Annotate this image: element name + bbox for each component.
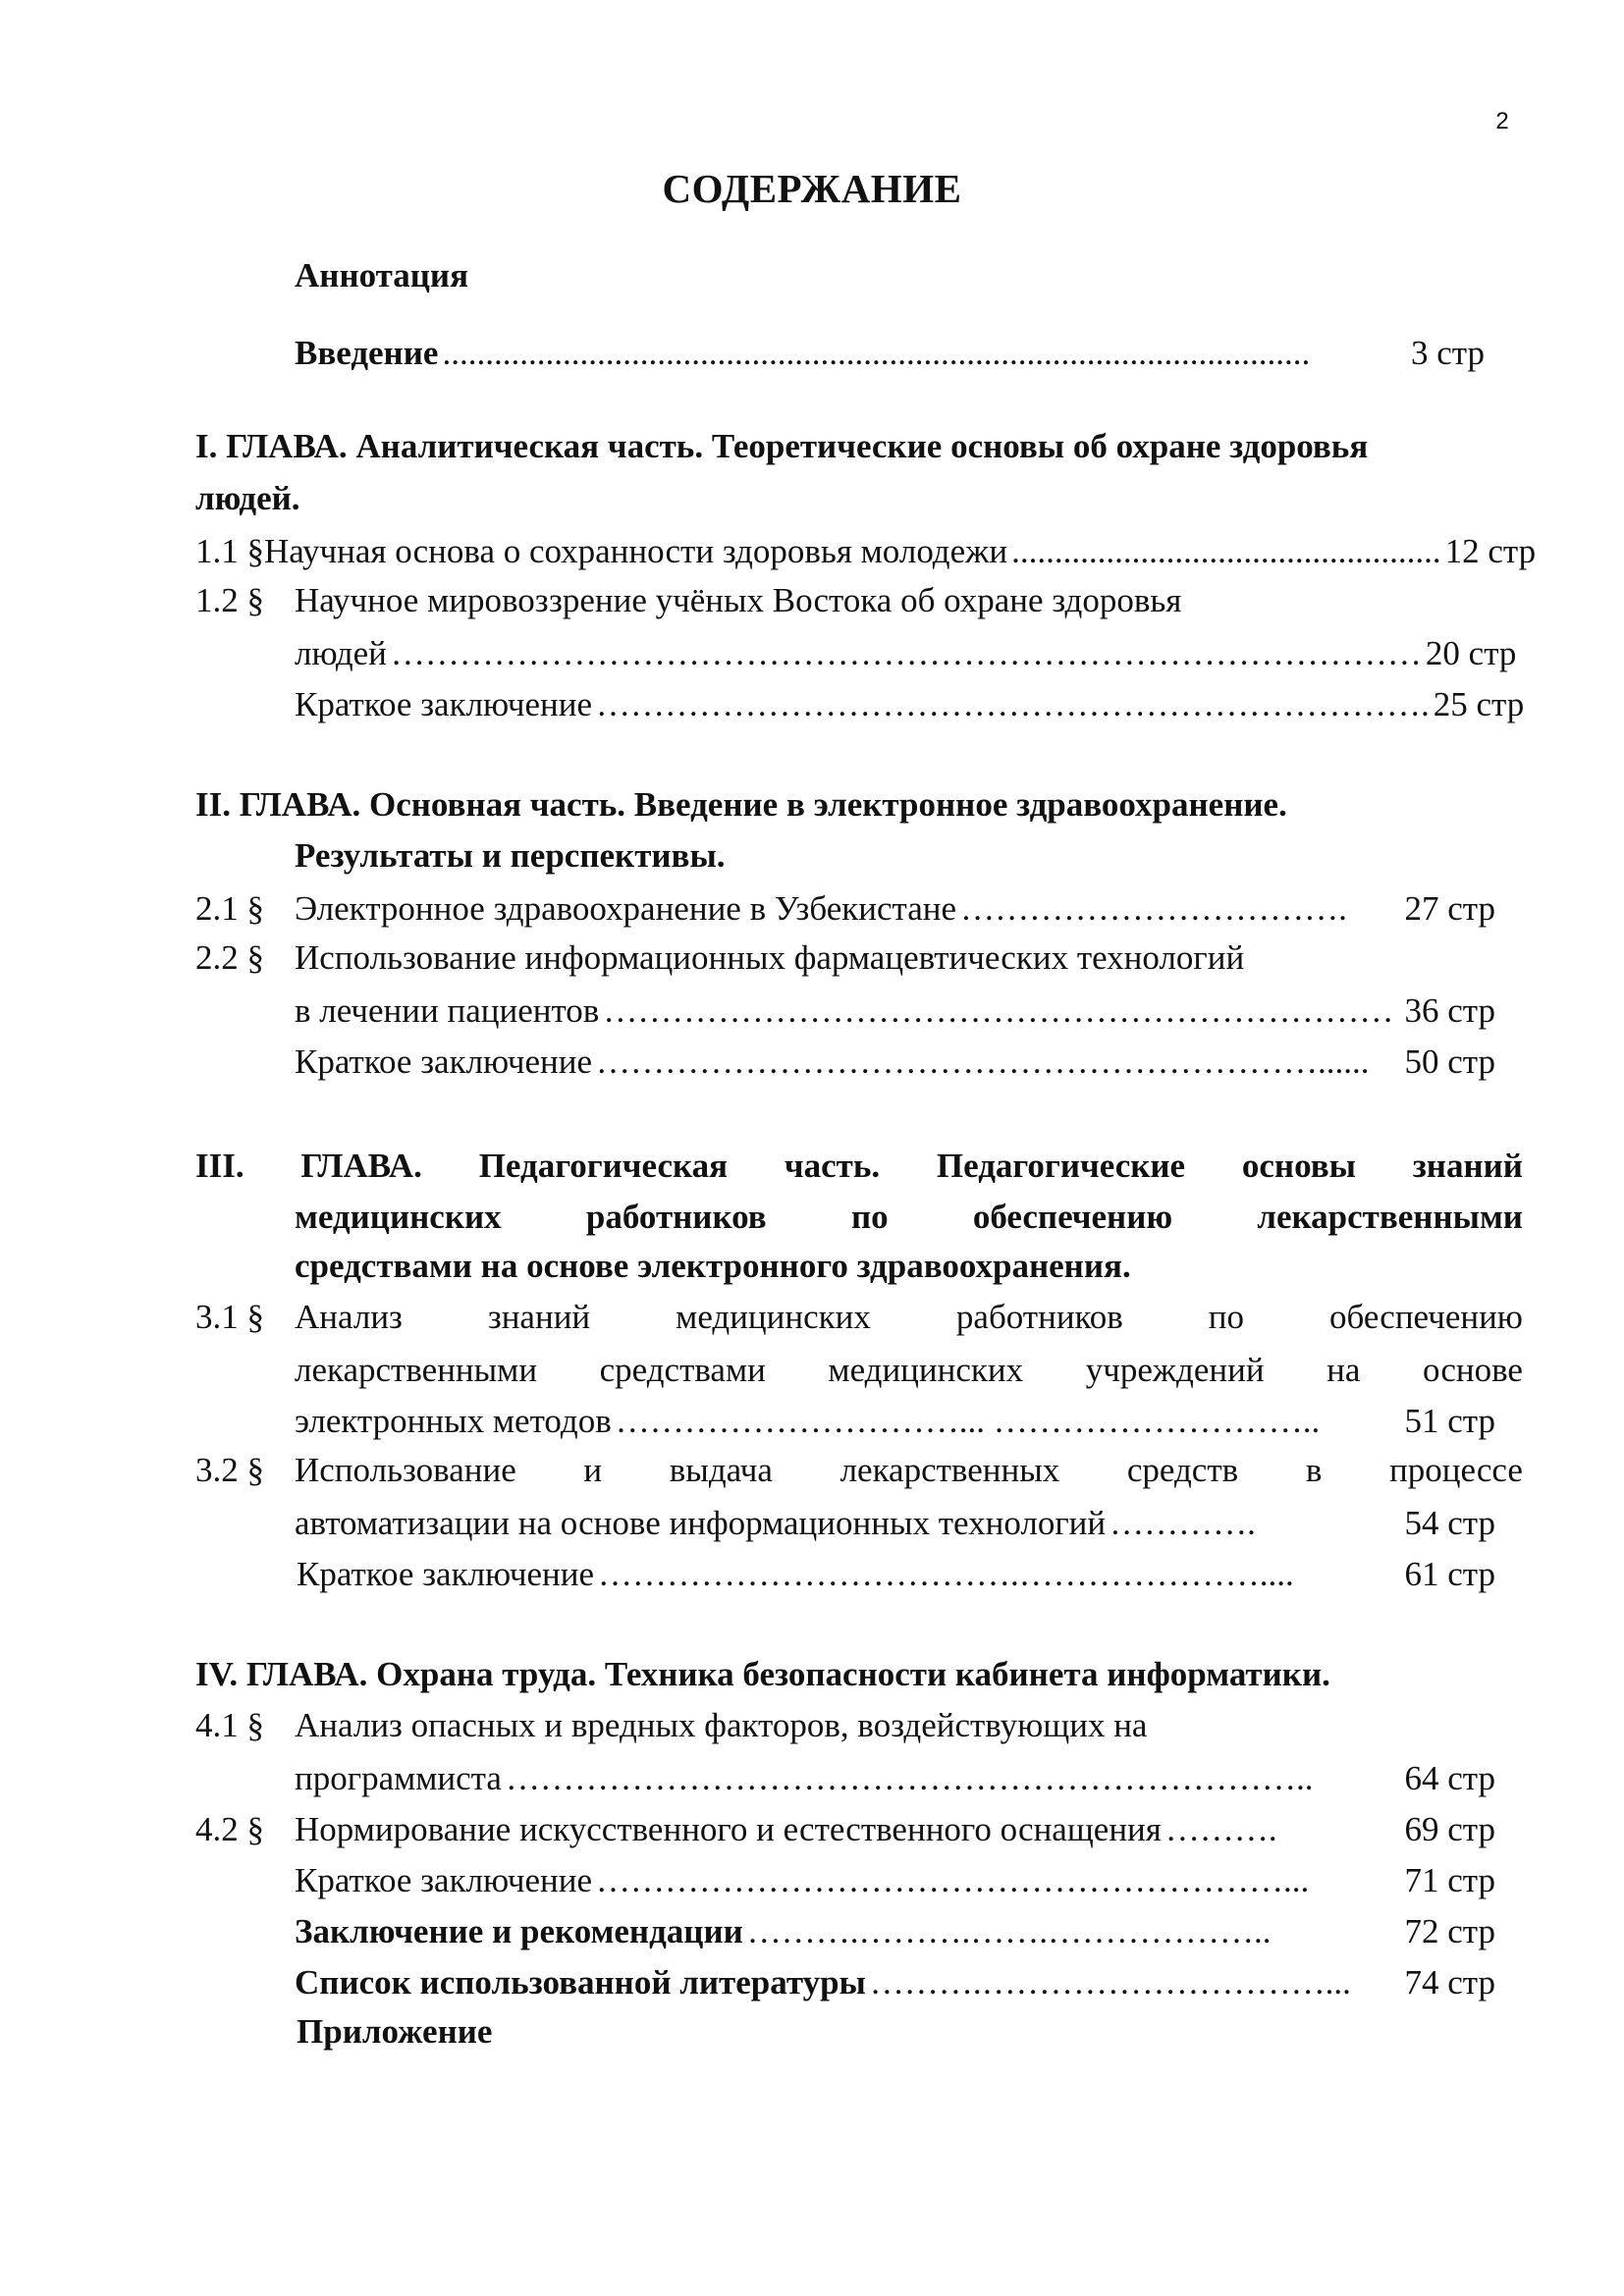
heading-word: Педагогические: [936, 1147, 1186, 1185]
section-word: средствами: [599, 1351, 766, 1389]
section-4-1-cont[interactable]: [295, 1759, 1495, 1798]
toc-leader: ……………………………………………………………….: [596, 685, 1430, 723]
section-number: 2.2 §: [195, 938, 264, 977]
section-1-2[interactable]: [195, 583, 1181, 617]
summary-label: Краткое заключение: [295, 1042, 592, 1081]
chapter-2-heading[interactable]: II. ГЛАВА. Основная часть. Введение в электронное здравоохранение.: [195, 785, 1287, 824]
section-word: знаний: [487, 1298, 591, 1336]
section-word: Анализ: [295, 1298, 403, 1336]
toc-leader: ………………………………………………………………………………: [390, 634, 1422, 672]
heading-word: III.: [195, 1147, 244, 1185]
toc-page-ref: 50 стр: [1404, 1042, 1495, 1081]
chapter-2-heading-cont: Результаты и перспективы.: [295, 836, 726, 875]
section-number: 2.1 §: [195, 889, 264, 928]
section-number: 1.2 §: [195, 581, 264, 619]
heading-word: Педагогическая: [478, 1147, 729, 1185]
toc-page-ref: 25 стр: [1433, 685, 1525, 723]
toc-page-ref: 71 стр: [1404, 1861, 1495, 1899]
toc-page-ref: 27 стр: [1404, 889, 1495, 928]
heading-word: часть.: [784, 1147, 881, 1185]
section-number: 1.1 §: [195, 532, 264, 570]
toc-leader: ………………………………………………………......: [596, 1042, 1370, 1081]
section-word: по: [1208, 1298, 1245, 1336]
section-1-2-cont[interactable]: [295, 634, 1517, 673]
toc-leader: ……………………………………………………...: [596, 1861, 1310, 1899]
heading-word: медицинских: [295, 1198, 502, 1236]
section-word: медицинских: [676, 1298, 871, 1336]
chapter-4-summary[interactable]: [295, 1861, 1495, 1900]
toc-leader: ..................................................: [1011, 532, 1441, 570]
toc-leader: ……………………………………………………………: [603, 991, 1394, 1030]
heading-word: обеспечению: [972, 1198, 1173, 1236]
section-word: работников: [955, 1298, 1123, 1336]
section-label-cont: программиста: [295, 1759, 502, 1797]
section-word: Использование: [295, 1451, 516, 1489]
section-2-2-cont[interactable]: [295, 991, 1495, 1031]
toc-appendix[interactable]: Приложение: [297, 2012, 493, 2051]
page-title: СОДЕРЖАНИЕ: [662, 166, 962, 211]
toc-references-label: Список использованной литературы: [295, 1963, 866, 2002]
section-word: на: [1326, 1351, 1361, 1389]
heading-word: основы: [1241, 1147, 1356, 1185]
toc-conclusion-label: Заключение и рекомендации: [295, 1912, 743, 1950]
section-4-1[interactable]: [195, 1708, 1147, 1742]
section-word: лекарственными: [295, 1351, 538, 1389]
toc-intro-label: Введение: [295, 334, 439, 372]
section-3-2[interactable]: [195, 1453, 1523, 1487]
section-3-1-cont: [295, 1351, 1523, 1390]
toc-page-ref: 36 стр: [1404, 991, 1495, 1030]
toc-intro[interactable]: [295, 334, 1485, 373]
toc-references[interactable]: [295, 1963, 1495, 2002]
toc-annotation[interactable]: Аннотация: [295, 256, 469, 294]
summary-label: Краткое заключение: [295, 1861, 592, 1899]
section-word: в: [1305, 1451, 1323, 1489]
chapter-3-heading[interactable]: [195, 1147, 1523, 1186]
heading-word: ГЛАВА.: [300, 1147, 422, 1185]
toc-page-ref: 61 стр: [1404, 1555, 1495, 1593]
section-number: 3.2 §: [195, 1451, 264, 1489]
toc-page-ref: 12 стр: [1444, 532, 1537, 570]
chapter-3-heading-cont: [295, 1198, 1523, 1237]
toc-leader: ………….: [1110, 1504, 1256, 1542]
section-label: Нормирование искусственного и естественного оснащения: [295, 1810, 1162, 1848]
toc-page-ref: 72 стр: [1404, 1912, 1495, 1950]
section-label: Научное мировоззрение учёных Востока об охране здоровья: [295, 581, 1182, 619]
toc-leader: ……….……….…….………………..: [746, 1912, 1272, 1950]
section-word: процессе: [1389, 1451, 1523, 1489]
section-label: Анализ опасных и вредных факторов, воздействующих на: [295, 1706, 1148, 1744]
section-label-cont: людей: [295, 634, 387, 672]
heading-word: знаний: [1412, 1147, 1523, 1185]
toc-leader: ……….: [1164, 1810, 1277, 1848]
toc-page-ref: 74 стр: [1404, 1963, 1495, 2002]
section-label: Электронное здравоохранение в Узбекистане: [295, 889, 957, 928]
toc-page-ref: 54 стр: [1404, 1504, 1495, 1542]
chapter-1-heading[interactable]: I. ГЛАВА. Аналитическая часть. Теоретические основы об охране здоровья: [195, 427, 1369, 465]
heading-word: по: [850, 1198, 889, 1236]
section-word: медицинских: [828, 1351, 1024, 1389]
section-2-2[interactable]: [195, 940, 1244, 975]
heading-word: лекарственными: [1257, 1198, 1523, 1236]
section-1-1[interactable]: [195, 532, 1537, 571]
section-number: 4.1 §: [195, 1706, 264, 1744]
toc-leader: …………………………... ………………………..: [615, 1402, 1321, 1440]
section-word: основе: [1422, 1351, 1523, 1389]
section-label: Научная основа о сохранности здоровья молодежи: [264, 532, 1008, 570]
section-word: учреждений: [1085, 1351, 1265, 1389]
section-2-1[interactable]: [195, 889, 1495, 929]
chapter-1-heading-cont: людей.: [195, 479, 300, 517]
section-word: и: [583, 1451, 603, 1489]
toc-conclusion[interactable]: [295, 1912, 1495, 1951]
section-number: 4.2 §: [195, 1810, 264, 1848]
chapter-2-summary[interactable]: [295, 1042, 1495, 1082]
toc-page-ref: 69 стр: [1404, 1810, 1495, 1848]
heading-word: работников: [585, 1198, 767, 1236]
section-3-1[interactable]: [195, 1300, 1523, 1334]
section-word: выдача: [669, 1451, 773, 1489]
toc-page-ref: 51 стр: [1404, 1402, 1495, 1440]
toc-page-ref: 64 стр: [1404, 1759, 1495, 1797]
section-word: обеспечению: [1329, 1298, 1523, 1336]
toc-page-ref: 3 стр: [1410, 334, 1485, 372]
section-word: средств: [1126, 1451, 1239, 1489]
toc-page-ref: 20 стр: [1425, 634, 1517, 672]
toc-leader: .....................................................................................................: [442, 334, 1311, 372]
chapter-1-summary[interactable]: [295, 685, 1525, 724]
section-3-2-cont[interactable]: [295, 1504, 1495, 1543]
section-word: лекарственных: [839, 1451, 1060, 1489]
section-label-cont: электронных методов: [295, 1402, 612, 1440]
chapter-3-summary[interactable]: [297, 1555, 1495, 1594]
chapter-4-heading[interactable]: IV. ГЛАВА. Охрана труда. Техника безопасности кабинета информатики.: [195, 1655, 1330, 1693]
toc-leader: ……….…………………………...: [869, 1963, 1351, 2002]
summary-label: Краткое заключение: [297, 1555, 594, 1593]
summary-label: Краткое заключение: [295, 685, 592, 723]
section-4-2[interactable]: [195, 1810, 1495, 1849]
section-3-1-cont2[interactable]: [295, 1402, 1495, 1441]
section-label: Использование информационных фармацевтических технологий: [295, 938, 1245, 977]
toc-leader: ……………………………………………………………..: [505, 1759, 1314, 1797]
chapter-3-heading-cont2: средствами на основе электронного здравоохранения.: [295, 1247, 1131, 1285]
section-label-cont: в лечении пациентов: [295, 991, 600, 1030]
section-label-cont: автоматизации на основе информационных технологий: [295, 1504, 1107, 1542]
page-number: 2: [1495, 108, 1509, 134]
toc-leader: …………………………….: [960, 889, 1347, 928]
section-number: 3.1 §: [195, 1298, 264, 1336]
toc-leader: ……………………………….…………………....: [598, 1555, 1294, 1593]
